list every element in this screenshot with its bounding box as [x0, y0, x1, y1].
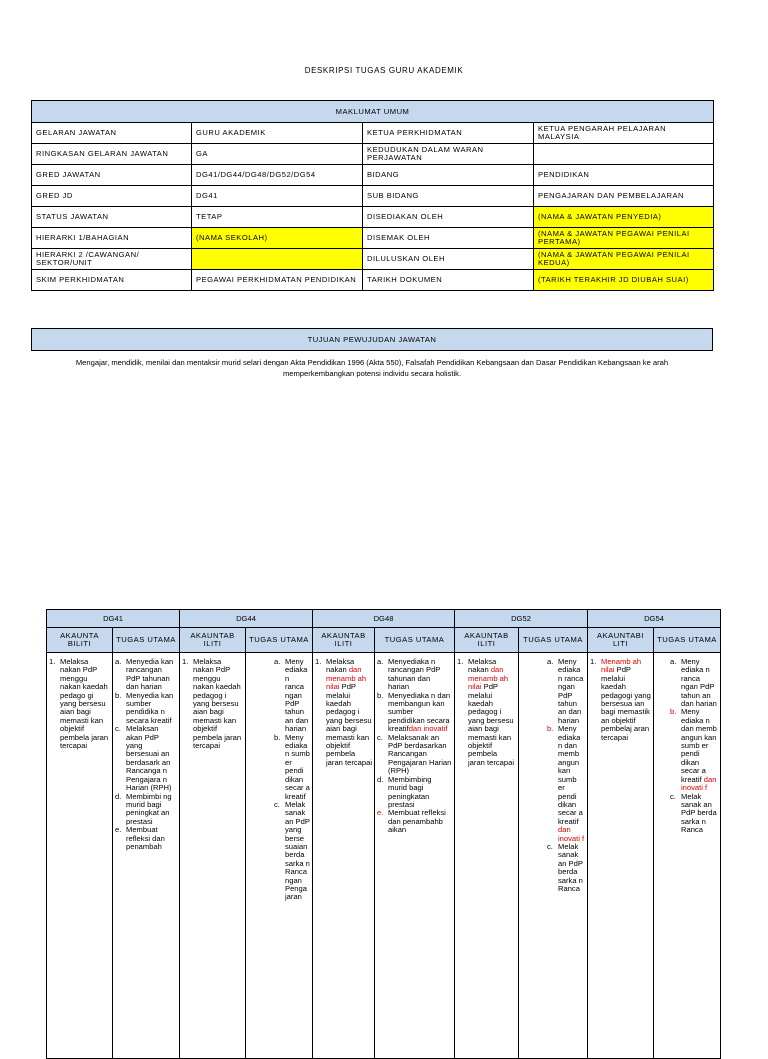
- list-item-text: [681, 708, 718, 792]
- info-label: STATUS JAWATAN: [32, 207, 192, 228]
- item-text: PdP melalui kaedah pedagogi yang bersesua ian bagi memastik an objektif pembelaj aran tercapai: [601, 665, 651, 742]
- item-text: Membimbi ng murid bagi peningkat an prestasi: [126, 791, 172, 826]
- info-value: KETUA PENGARAH PELAJARAN MALAYSIA: [534, 123, 714, 144]
- list-item: [115, 725, 177, 792]
- info-row: [32, 270, 714, 291]
- list-item: [457, 658, 516, 767]
- list-marker: d.: [115, 791, 122, 801]
- info-label: TARIKH DOKUMEN: [363, 270, 534, 291]
- list-item: [547, 843, 585, 893]
- info-label: GELARAN JAWATAN: [32, 123, 192, 144]
- list-marker: e.: [115, 825, 122, 835]
- tugas-heading: TUGAS UTAMA: [246, 628, 313, 653]
- list-item-text: [388, 692, 452, 734]
- info-value-highlighted: (TARIKH TERAKHIR JD DIUBAH SUAI): [534, 270, 714, 291]
- akauntabiliti-heading: AKAUNTAB ILITI: [313, 628, 375, 653]
- list-item-text: [558, 725, 585, 843]
- list-item: [49, 658, 110, 750]
- list-marker: a.: [547, 657, 554, 666]
- akauntabiliti-heading: AKAUNTABI LITI: [588, 628, 654, 653]
- info-label: DISEMAK OLEH: [363, 228, 534, 249]
- info-value: DG41: [192, 186, 363, 207]
- akauntabiliti-cell: [313, 653, 375, 1059]
- highlighted-text: dan inovati f: [558, 825, 585, 843]
- info-value-highlighted: (NAMA & JAWATAN PEGAWAI PENILAI KEDUA): [534, 249, 714, 270]
- info-label: HIERARKI 2 /CAWANGAN/ SEKTOR/UNIT: [32, 249, 192, 270]
- list-item-text: [388, 809, 452, 834]
- tugas-cell: [113, 653, 180, 1059]
- tugas-cell: [375, 653, 455, 1059]
- info-label: DILULUSKAN OLEH: [363, 249, 534, 270]
- info-value-highlighted: (NAMA & JAWATAN PEGAWAI PENILAI PERTAMA): [534, 228, 714, 249]
- list-marker: 1.: [590, 657, 597, 666]
- list-marker: c.: [377, 732, 383, 742]
- tugas-cell: [519, 653, 588, 1059]
- list-item: [274, 734, 310, 801]
- item-text: Meny ediaka n dan memb angun kan sumb er pendi dikan secar a kreatif: [681, 707, 717, 784]
- grade-name: DG48: [313, 610, 455, 628]
- list-item-text: [468, 658, 516, 767]
- info-value: PENDIDIKAN: [534, 165, 714, 186]
- list-item-text: [126, 658, 177, 692]
- info-label: BIDANG: [363, 165, 534, 186]
- grade-table: [46, 609, 721, 1059]
- list-marker: d.: [377, 774, 384, 784]
- list-item: [115, 658, 177, 692]
- item-text: Meny ediaka n sumb er pendi dikan secar a kreatif: [285, 732, 310, 801]
- item-text: Membuat refleksi dan penambah: [126, 825, 165, 851]
- list-item-text: [681, 658, 718, 708]
- highlighted-text: dan menamb ah nilai: [326, 665, 367, 692]
- info-label: RINGKASAN GELARAN JAWATAN: [32, 144, 192, 165]
- item-text: Melaksanak an PdP berdasarkan Rancangan Pengajaran Harian (RPH): [388, 732, 452, 776]
- maklumat-umum-table: [31, 100, 714, 291]
- list-item: [377, 776, 452, 810]
- list-marker: b.: [274, 732, 281, 742]
- info-value: GURU AKADEMIK: [192, 123, 363, 144]
- tujuan-table: [31, 328, 713, 385]
- list-marker: b.: [670, 707, 677, 717]
- highlighted-text: dan menamb ah nilai: [468, 665, 509, 692]
- list-item: [315, 658, 372, 767]
- item-text: Meny ediaka n dan memb angun kan sumb er pendi dikan secar a kreatif: [558, 724, 583, 826]
- list-marker: a.: [670, 657, 677, 666]
- list-item: [182, 658, 243, 750]
- list-marker: 1.: [49, 657, 56, 666]
- info-value: PENGAJARAN DAN PEMBELAJARAN: [534, 186, 714, 207]
- list-marker: a.: [115, 657, 122, 666]
- tugas-heading: TUGAS UTAMA: [113, 628, 180, 653]
- list-item: [274, 658, 310, 734]
- grade-subheader-row: [47, 628, 721, 653]
- list-marker: 1.: [457, 657, 464, 666]
- list-item: [115, 692, 177, 726]
- list-item: [377, 734, 452, 776]
- info-row: [32, 123, 714, 144]
- item-text: Membuat refleksi dan penambahb aikan: [388, 808, 446, 835]
- list-item: [547, 725, 585, 843]
- tugas-heading: TUGAS UTAMA: [375, 628, 455, 653]
- info-label: KETUA PERKHIDMATAN: [363, 123, 534, 144]
- info-value: GA: [192, 144, 363, 165]
- list-marker: b.: [115, 690, 122, 700]
- list-marker: a.: [377, 657, 384, 666]
- list-marker: c.: [115, 724, 121, 734]
- info-label: SKIM PERKHIDMATAN: [32, 270, 192, 291]
- list-item-text: [285, 801, 310, 902]
- list-item-text: [126, 725, 177, 792]
- list-item: [377, 658, 452, 692]
- list-item-text: [193, 658, 243, 750]
- info-row: [32, 249, 714, 270]
- list-item-text: [326, 658, 372, 767]
- list-item-text: [681, 793, 718, 835]
- info-row: [32, 228, 714, 249]
- list-item-text: [388, 658, 452, 692]
- item-text: Menyediaka n rancangan PdP tahunan dan harian: [388, 657, 441, 692]
- item-text: Melaksan akan PdP yang bersesuai an berdasark an Rancanga n Pengajara n Harian (RPH): [126, 724, 172, 793]
- tujuan-heading: TUJUAN PEWUJUDAN JAWATAN: [32, 329, 713, 351]
- info-row: [32, 207, 714, 228]
- item-text: Menyedia kan sumber pendidika n secara kreatif: [126, 690, 174, 725]
- document-title: DESKRIPSI TUGAS GURU AKADEMIK: [304, 66, 464, 75]
- tugas-heading: TUGAS UTAMA: [519, 628, 588, 653]
- list-item: [670, 658, 718, 708]
- info-row: [32, 165, 714, 186]
- item-text: Melak sanak an PdP yang berse suaian berda sarka n Ranca ngan Penga jaran: [285, 799, 310, 902]
- grade-name: DG44: [180, 610, 313, 628]
- list-item-text: [388, 734, 452, 776]
- list-marker: e.: [377, 808, 384, 818]
- info-value-highlighted: [192, 249, 363, 270]
- info-label: GRED JAWATAN: [32, 165, 192, 186]
- list-item-text: [285, 734, 310, 801]
- akauntabiliti-cell: [588, 653, 654, 1059]
- list-marker: a.: [274, 657, 281, 666]
- grade-name: DG54: [588, 610, 721, 628]
- list-item-text: [601, 658, 651, 742]
- item-text: Melak sanak an PdP berda sarka n Ranca: [558, 841, 583, 893]
- highlighted-text: dan inovatif: [408, 724, 448, 734]
- akauntabiliti-cell: [47, 653, 113, 1059]
- item-text: Melak sanak an PdP berda sarka n Ranca: [681, 791, 717, 835]
- list-item: [670, 793, 718, 835]
- list-item-text: [126, 692, 177, 726]
- list-marker: 1.: [182, 657, 189, 666]
- info-label: HIERARKI 1/BAHAGIAN: [32, 228, 192, 249]
- info-row: [32, 144, 714, 165]
- grade-name: DG52: [455, 610, 588, 628]
- tugas-heading: TUGAS UTAMA: [654, 628, 721, 653]
- info-label: KEDUDUKAN DALAM WARAN PERJAWATAN: [363, 144, 534, 165]
- item-text: Meny ediaka n ranca ngan PdP tahun an dan harian: [558, 657, 584, 725]
- list-item-text: [388, 776, 452, 810]
- info-row: [32, 186, 714, 207]
- akauntabiliti-heading: AKAUNTAB ILITI: [180, 628, 246, 653]
- grade-header-row: [47, 610, 721, 628]
- list-item: [377, 809, 452, 834]
- grade-name: DG41: [47, 610, 180, 628]
- tujuan-text: Mengajar, mendidik, menilai dan mentaksir murid selari dengan Akta Pendidikan 1996 (Akta 550), Falsafah Pendidikan Kebangsaan dan Dasar Pendidikan Kebangsaan ke arah memperkembangkan potensi individu secara holistik.: [75, 358, 669, 378]
- maklumat-umum-heading: MAKLUMAT UMUM: [32, 101, 714, 123]
- info-value-highlighted: (NAMA & JAWATAN PENYEDIA): [534, 207, 714, 228]
- info-value: DG41/DG44/DG48/DG52/DG54: [192, 165, 363, 186]
- info-value: TETAP: [192, 207, 363, 228]
- item-text: Meny ediaka n ranca ngan PdP tahun an dan harian: [285, 657, 309, 734]
- item-text: Meny ediaka n ranca ngan PdP tahun an dan harian: [681, 657, 717, 709]
- list-marker: c.: [274, 799, 280, 809]
- item-text: Menyediaka n dan membangun kan sumber pendidikan secara kreatif: [388, 690, 451, 734]
- item-text: Melaksa nakan PdP menggu nakan kaedah pedago gi yang bersesu aian bagi memasti kan objektif pembela jaran tercapai: [60, 657, 109, 751]
- list-marker: c.: [670, 791, 676, 801]
- list-item-text: [558, 658, 585, 725]
- info-value: [534, 144, 714, 165]
- item-text: Membimbing murid bagi peningkatan prestasi: [388, 774, 432, 809]
- highlighted-text: dan inovati f: [681, 774, 717, 793]
- info-label: GRED JD: [32, 186, 192, 207]
- list-item: [670, 708, 718, 792]
- akauntabiliti-cell: [455, 653, 519, 1059]
- list-item: [274, 801, 310, 902]
- list-item-text: [126, 826, 177, 851]
- list-item-text: [285, 658, 310, 734]
- list-marker: 1.: [315, 657, 322, 666]
- item-text: Melaksa nakan: [468, 657, 497, 675]
- list-item-text: [558, 843, 585, 893]
- grade-content-row: [47, 653, 721, 1059]
- item-text: Melaksa nakan: [326, 657, 355, 675]
- akauntabiliti-cell: [180, 653, 246, 1059]
- list-item: [590, 658, 651, 742]
- akauntabiliti-heading: AKAUNTA BILITI: [47, 628, 113, 653]
- item-text: PdP melalui kaedah pedagog i yang bersesu aian bagi memasti kan objektif pembela jaran tercapai: [468, 682, 515, 767]
- list-item: [377, 692, 452, 734]
- info-value: PEGAWAI PERKHIDMATAN PENDIDIKAN: [192, 270, 363, 291]
- list-item-text: [126, 793, 177, 827]
- list-marker: b.: [377, 690, 384, 700]
- tugas-cell: [246, 653, 313, 1059]
- list-item: [115, 793, 177, 827]
- list-marker: b.: [547, 724, 554, 734]
- highlighted-text: Menamb ah nilai: [601, 657, 642, 675]
- item-text: Melaksa nakan PdP menggu nakan kaedah pedagog i yang bersesu aian bagi memasti kan objektif pembela jaran tercapai: [193, 657, 242, 751]
- list-item: [547, 658, 585, 725]
- list-marker: c.: [547, 841, 553, 851]
- list-item: [115, 826, 177, 851]
- tugas-cell: [654, 653, 721, 1059]
- item-text: Menyedia kan rancangan PdP tahunan dan harian: [126, 657, 174, 692]
- akauntabiliti-heading: AKAUNTAB ILITI: [455, 628, 519, 653]
- item-text: PdP melalui kaedah pedagog i yang bersesu aian bagi memasti kan objektif pembela jaran tercapai: [326, 682, 373, 767]
- info-value-highlighted: (NAMA SEKOLAH): [192, 228, 363, 249]
- info-label: DISEDIAKAN OLEH: [363, 207, 534, 228]
- list-item-text: [60, 658, 110, 750]
- info-label: SUB BIDANG: [363, 186, 534, 207]
